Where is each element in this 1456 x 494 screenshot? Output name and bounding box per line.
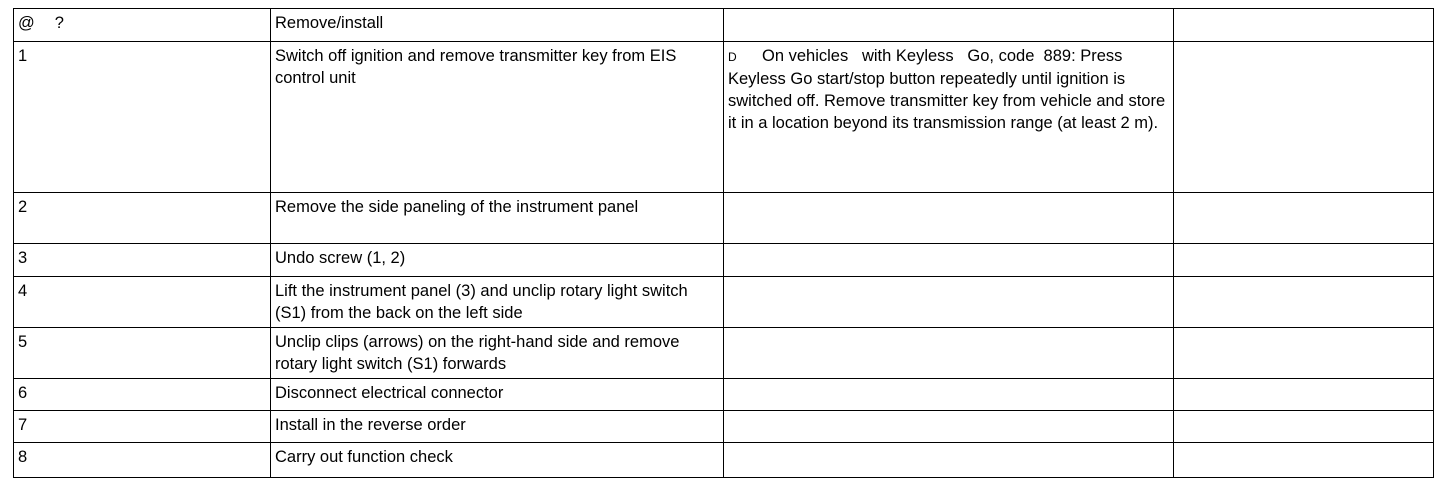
step-note [724,379,1174,411]
step-number: 4 [14,277,271,328]
step-extra [1174,328,1434,379]
step-note-text: On vehicles with Keyless Go, code 889: Press Keyless Go start/stop button repeatedly until ignition is switched off. Remove transmitter key from vehicle and store it in a location beyond its transmission range (at least 2 m). [728,47,1170,132]
step-action: Lift the instrument panel (3) and unclip rotary light switch (S1) from the back on the left side [271,277,724,328]
procedure-sheet [13,8,1434,478]
step-extra [1174,277,1434,328]
step-note [724,328,1174,379]
step-extra [1174,244,1434,277]
step-note [724,244,1174,277]
table-row [14,193,1434,244]
step-action: Unclip clips (arrows) on the right-hand side and remove rotary light switch (S1) forwards [271,328,724,379]
step-number: 2 [14,193,271,244]
table-header-row [14,9,1434,42]
step-action: Install in the reverse order [271,411,724,443]
table-row [14,328,1434,379]
step-number: 7 [14,411,271,443]
step-note [724,411,1174,443]
step-note [724,277,1174,328]
table-row [14,411,1434,443]
header-title: Remove/install [271,9,724,42]
step-action: Switch off ignition and remove transmitter key from EIS control unit [271,42,724,193]
step-number: 5 [14,328,271,379]
step-number: 3 [14,244,271,277]
step-note [724,193,1174,244]
table-row [14,244,1434,277]
table-row [14,42,1434,193]
step-action: Carry out function check [271,443,724,478]
procedure-table [13,8,1434,478]
step-number: 6 [14,379,271,411]
step-extra [1174,443,1434,478]
header-col4 [1174,9,1434,42]
step-number: 1 [14,42,271,193]
step-number: 8 [14,443,271,478]
step-extra [1174,379,1434,411]
step-action: Disconnect electrical connector [271,379,724,411]
step-note [724,42,1174,193]
step-extra [1174,42,1434,193]
table-row [14,277,1434,328]
header-icons-cell [14,9,271,42]
step-extra [1174,411,1434,443]
step-extra [1174,193,1434,244]
table-row [14,443,1434,478]
step-action: Remove the side paneling of the instrument panel [271,193,724,244]
step-note [724,443,1174,478]
at-sign-icon: @ [18,14,35,32]
note-marker: D [728,50,737,64]
table-row [14,379,1434,411]
header-col3 [724,9,1174,42]
question-mark-icon: ? [54,14,64,32]
step-action: Undo screw (1, 2) [271,244,724,277]
